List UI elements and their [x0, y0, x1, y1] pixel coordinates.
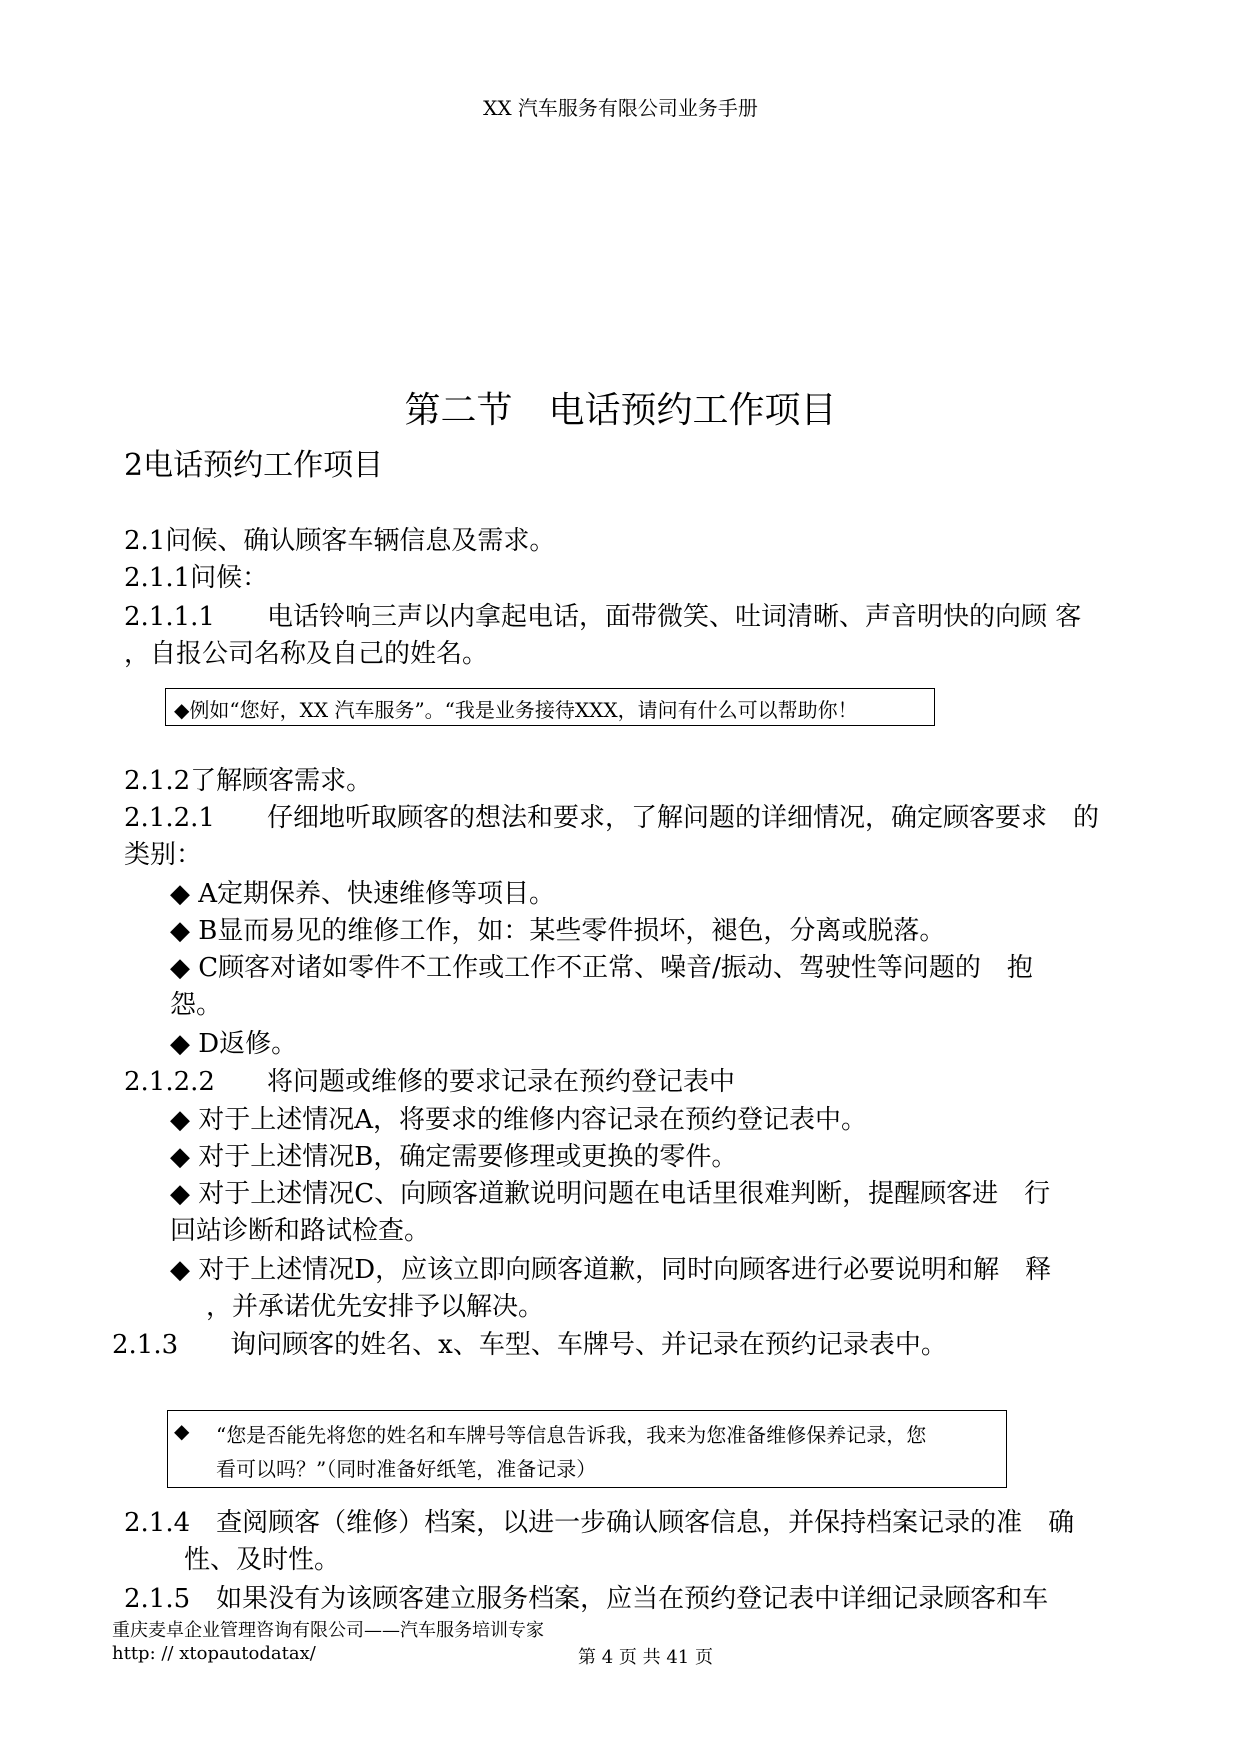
- script-callout-line: 看可以吗？”（同时准备好纸笔，准备记录）: [216, 1457, 597, 1481]
- footer-company: 重庆麦卓企业管理咨询有限公司——汽车服务培训专家: [112, 1620, 544, 1641]
- bullet-item: ◆ 对于上述情况D，应该立即向顾客道歉，同时向顾客进行必要说明和解 释: [170, 1255, 1052, 1285]
- section-title: 第二节 电话预约工作项目: [404, 390, 837, 431]
- paragraph-line: ，自报公司名称及自己的姓名。: [124, 639, 489, 669]
- paragraph-line: 2.1.2.1 仔细地听取顾客的想法和要求，了解问题的详细情况，确定顾客要求 的: [124, 803, 1099, 833]
- paragraph-line: 2.1.2.2 将问题或维修的要求记录在预约登记表中: [124, 1067, 735, 1097]
- script-callout-box: [167, 1410, 1007, 1488]
- paragraph-line-continuation: 性、及时性。: [184, 1545, 341, 1575]
- bullet-item: ◆ 对于上述情况B，确定需要修理或更换的零件。: [170, 1142, 738, 1172]
- bullet-item: ◆ C顾客对诸如零件不工作或工作不正常、噪音/振动、驾驶性等问题的 抱: [170, 953, 1033, 983]
- bullet-item-continuation: ，并承诺优先安排予以解决。: [206, 1292, 545, 1322]
- paragraph-line: 2.1.1问候：: [124, 563, 269, 593]
- footer-url[interactable]: http: // xtopautodatax/: [112, 1643, 316, 1664]
- bullet-item: ◆ D返修。: [170, 1029, 298, 1059]
- script-callout-line: “您是否能先将您的姓名和车牌号等信息告诉我，我来为您准备维修保养记录，您: [216, 1423, 927, 1447]
- bullet-item: ◆ 对于上述情况A，将要求的维修内容记录在预约登记表中。: [170, 1105, 868, 1135]
- page-header: XX 汽车服务有限公司业务手册: [483, 96, 758, 120]
- paragraph-line: 2.1.3 询问顾客的姓名、x、车型、车牌号、并记录在预约记录表中。: [112, 1330, 947, 1360]
- chapter-heading: 2电话预约工作项目: [124, 448, 384, 483]
- bullet-item-continuation: 怨。: [170, 990, 223, 1020]
- paragraph-line: 2.1.1.1 电话铃响三声以内拿起电话，面带微笑、吐词清晰、声音明快的向顾 客: [124, 602, 1082, 632]
- paragraph-line: 类别：: [124, 840, 203, 870]
- paragraph-line: 2.1问候、确认顾客车辆信息及需求。: [124, 526, 556, 556]
- paragraph-line: 2.1.4 查阅顾客（维修）档案，以进一步确认顾客信息，并保持档案记录的准 确: [124, 1508, 1075, 1538]
- bullet-item: ◆ B显而易见的维修工作，如：某些零件损坏，褪色，分离或脱落。: [170, 916, 946, 946]
- bullet-item: ◆ 对于上述情况C、向顾客道歉说明问题在电话里很难判断，提醒顾客进 行: [170, 1179, 1051, 1209]
- example-callout-text: ◆例如“您好，XX 汽车服务”。“我是业务接待XXX，请问有什么可以帮助你！: [174, 698, 858, 722]
- bullet-item: ◆ A定期保养、快速维修等项目。: [170, 879, 556, 909]
- paragraph-line: 2.1.5 如果没有为该顾客建立服务档案，应当在预约登记表中详细记录顾客和车: [124, 1584, 1049, 1614]
- footer-page-number: 第 4 页 共 41 页: [578, 1647, 713, 1668]
- bullet-item-continuation: 回站诊断和路试检查。: [170, 1216, 431, 1246]
- bullet-diamond-icon: ◆: [174, 1419, 190, 1443]
- paragraph-line: 2.1.2了解顾客需求。: [124, 766, 373, 796]
- example-callout-box: [165, 688, 935, 726]
